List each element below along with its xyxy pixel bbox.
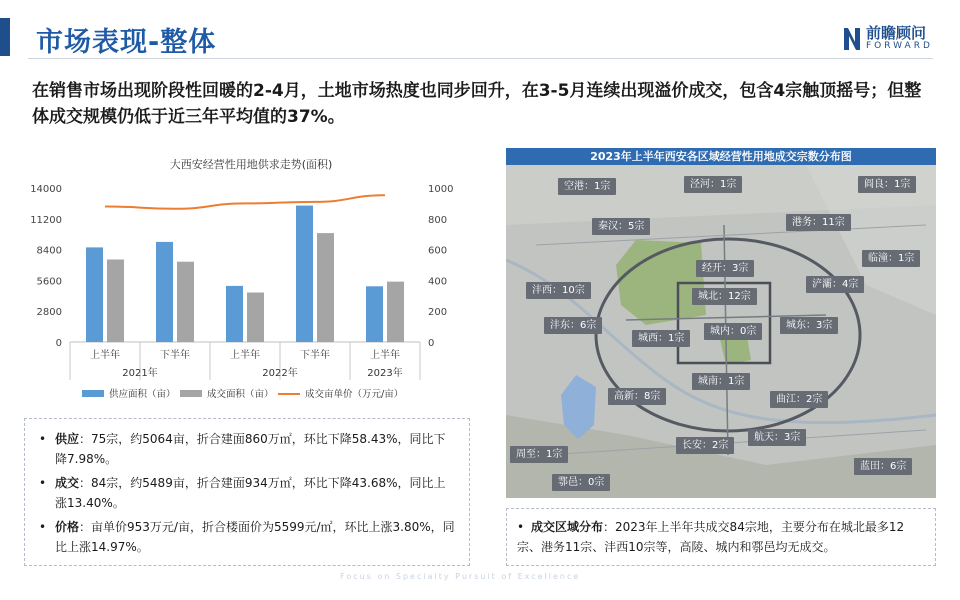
district-label-zhouzhi: 周至：1宗 xyxy=(510,446,568,463)
y-left-tick-label: 14000 xyxy=(30,184,62,195)
district-label-jinghe: 泾河：1宗 xyxy=(684,176,742,193)
y-right-tick-label: 400 xyxy=(428,276,448,288)
bar-supply xyxy=(86,247,103,342)
x-category-label: 上半年 xyxy=(90,350,120,361)
brand-logo xyxy=(842,22,942,58)
district-label-qujiang: 曲江：2宗 xyxy=(770,391,828,408)
district-label-konggang: 空港：1宗 xyxy=(558,178,616,195)
y-left-tick-label: 11200 xyxy=(30,214,62,226)
note-label: 供应 xyxy=(55,432,80,446)
district-label-chanba: 浐灞：4宗 xyxy=(806,276,864,293)
district-label-chengxi: 城西：1宗 xyxy=(632,330,690,347)
note-text: ：84宗，约5489亩，折合建面934万㎡，环比下降43.68%，同比上涨13.40%。 xyxy=(55,476,446,510)
x-year-label: 2022年 xyxy=(262,368,298,379)
bar-supply xyxy=(156,242,173,342)
bar-supply xyxy=(366,286,383,342)
y-right-tick-label: 1000 xyxy=(428,184,454,195)
x-category-label: 下半年 xyxy=(160,350,190,361)
legend-label: 供应面积（亩） xyxy=(109,389,176,400)
district-label-qinhan: 秦汉：5宗 xyxy=(592,218,650,235)
note-transaction xyxy=(37,473,457,513)
district-label-gangwu: 港务：11宗 xyxy=(786,214,851,231)
bar-transaction xyxy=(177,262,194,342)
note-text: ：亩单价953万元/亩，折合楼面价为5599元/㎡，环比上涨3.80%，同比上涨14.97%。 xyxy=(55,520,455,554)
legend-swatch-supply xyxy=(82,390,104,397)
note-label: 价格 xyxy=(55,520,80,534)
x-year-label: 2023年 xyxy=(367,368,403,379)
district-label-hangtian: 航天：3宗 xyxy=(748,429,806,446)
x-category-label: 下半年 xyxy=(300,350,330,361)
legend-swatch-transaction xyxy=(180,390,202,397)
y-right-tick-label: 200 xyxy=(428,307,448,319)
note-price xyxy=(37,517,457,557)
bar-transaction xyxy=(107,260,124,343)
bar-supply xyxy=(296,206,313,342)
headline-summary: 在销售市场出现阶段性回暖的2-4月，土地市场热度也同步回升，在3-5月连续出现溢价成交，包含4宗触顶摇号；但整体成交规模仍低于近三年平均值的37%。 xyxy=(32,81,922,127)
y-right-tick-label: 0 xyxy=(428,338,435,349)
bullet-icon: • xyxy=(39,520,47,534)
chart-title: 大西安经营性用地供求走势(面积) xyxy=(169,158,333,171)
y-left-tick-label: 2800 xyxy=(36,307,62,319)
district-label-lintong: 临潼：1宗 xyxy=(862,250,920,267)
district-label-yanliang: 阎良：1宗 xyxy=(858,176,916,193)
district-label-changan: 长安：2宗 xyxy=(676,437,734,454)
note-text: ：2023年上半年共成交84宗地，主要分布在城北最多12宗、港务11宗、沣西10宗等，高陵、城内和鄠邑均无成交。 xyxy=(517,520,905,554)
legend-label: 成交面积（亩） xyxy=(207,389,274,400)
district-label-huyi: 鄠邑：0宗 xyxy=(552,474,610,491)
district-label-lantian: 蓝田：6宗 xyxy=(854,458,912,475)
logo-text-cn: 前瞻顾问 xyxy=(866,24,927,42)
y-left-tick-label: 8400 xyxy=(36,245,62,257)
bar-transaction xyxy=(247,293,264,343)
x-year-label: 2021年 xyxy=(122,368,158,379)
legend-label: 成交亩单价（万元/亩） xyxy=(305,389,404,400)
key-figures-box xyxy=(24,418,470,566)
district-map-panel xyxy=(506,148,936,498)
district-label-chengbei: 城北：12宗 xyxy=(692,288,757,305)
note-label: 成交区域分布 xyxy=(531,520,604,534)
district-label-chengnei: 城内：0宗 xyxy=(704,323,762,340)
title-divider xyxy=(28,58,933,59)
district-summary-box xyxy=(506,508,936,566)
bullet-icon: • xyxy=(39,476,47,490)
bar-transaction xyxy=(317,233,334,342)
note-supply xyxy=(37,429,457,469)
logo-mark-icon xyxy=(842,24,862,52)
district-label-chengnan: 城南：1宗 xyxy=(692,373,750,390)
map-title: 2023年上半年西安各区域经营性用地成交宗数分布图 xyxy=(506,148,936,165)
district-label-fengxi: 沣西：10宗 xyxy=(526,282,591,299)
note-label: 成交 xyxy=(55,476,80,490)
y-left-tick-label: 5600 xyxy=(36,276,62,288)
price-line xyxy=(105,195,385,209)
district-label-jingkai: 经开：3宗 xyxy=(696,260,754,277)
x-category-label: 上半年 xyxy=(370,350,400,361)
bullet-icon: • xyxy=(39,432,47,446)
supply-demand-chart xyxy=(20,170,480,410)
title-accent-bar xyxy=(0,18,10,56)
y-left-tick-label: 0 xyxy=(55,338,62,349)
watermark-slogan: Focus on Specialty Pursuit of Excellence xyxy=(340,572,581,581)
y-right-tick-label: 800 xyxy=(428,214,448,226)
bar-transaction xyxy=(387,282,404,342)
y-right-tick-label: 600 xyxy=(428,245,448,257)
bullet-icon: • xyxy=(517,520,525,534)
district-label-gaoxin: 高新：8宗 xyxy=(608,388,666,405)
district-label-fengdong: 沣东：6宗 xyxy=(544,317,602,334)
district-label-chengdong: 城东：3宗 xyxy=(780,317,838,334)
note-text: ：75宗，约5064亩，折合建面860万㎡，环比下降58.43%，同比下降7.98%。 xyxy=(55,432,446,466)
x-category-label: 上半年 xyxy=(230,350,260,361)
bar-supply xyxy=(226,286,243,342)
page-title: 市场表现-整体 xyxy=(36,27,217,58)
logo-text-en: FORWARD xyxy=(866,41,933,51)
